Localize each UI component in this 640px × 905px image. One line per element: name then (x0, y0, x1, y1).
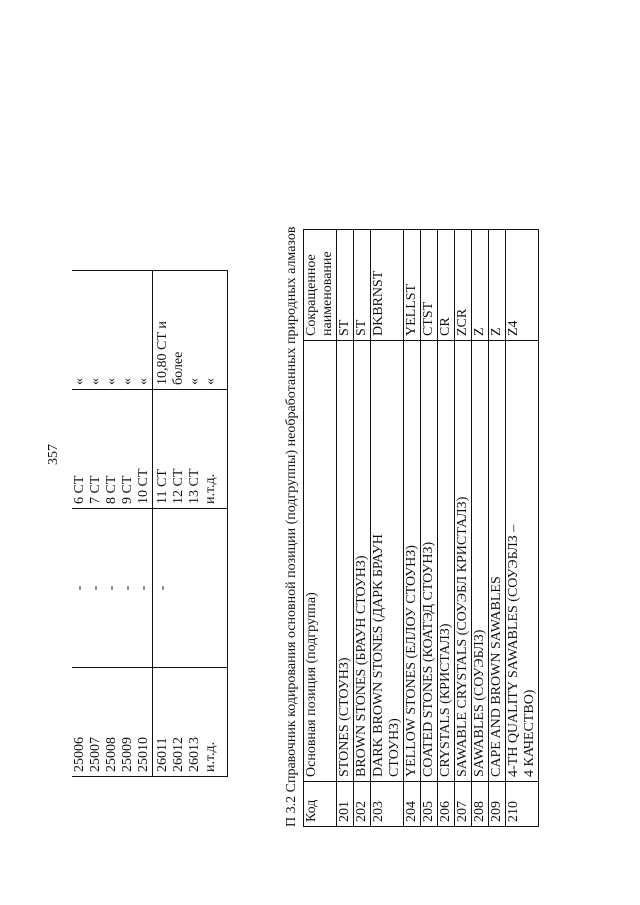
short-name-cell: CR (438, 230, 455, 341)
short-name-cell: CTST (421, 230, 438, 341)
code-cell: 208 (472, 782, 489, 827)
upper-short-cell: « (203, 271, 228, 390)
short-name-cell: YELLST (404, 230, 421, 341)
upper-code-cell: 25006 (72, 668, 88, 777)
upper-code-cell: 26013 (187, 668, 203, 777)
upper-table-row (120, 271, 136, 777)
header-name: Основная позиция (подгруппа) (304, 341, 337, 782)
code-cell: 201 (337, 782, 354, 827)
table-row (337, 230, 354, 827)
table-row (438, 230, 455, 827)
upper-short-cell: более (171, 271, 187, 390)
upper-table-row (136, 271, 153, 777)
upper-short-cell: « (136, 271, 153, 390)
short-name-cell: Z (472, 230, 489, 341)
name-line: BROWN STONES (БРАУН СТОУНЗ) (354, 555, 369, 777)
upper-value-cell: 11 СТ (153, 390, 172, 509)
name-cell (455, 341, 472, 782)
name-cell (489, 341, 506, 782)
table-row (371, 230, 404, 827)
upper-code-cell: 26012 (171, 668, 187, 777)
header-short-line-1: Сокращенное (304, 254, 319, 336)
code-cell: 204 (404, 782, 421, 827)
upper-value-cell: 8 СТ (104, 390, 120, 509)
upper-short-cell: « (120, 271, 136, 390)
upper-mark-cell: - (104, 509, 120, 668)
upper-table-row (187, 271, 203, 777)
header-code: Код (304, 782, 337, 827)
table-row (472, 230, 489, 827)
header-row (304, 230, 337, 827)
code-cell: 203 (371, 782, 404, 827)
code-cell: 209 (489, 782, 506, 827)
upper-mark-cell: - (136, 509, 153, 668)
page-number: 357 (46, 444, 61, 465)
upper-value-cell: 10 СТ (136, 390, 153, 509)
upper-mark-cell (171, 509, 187, 668)
name-line: DARK BROWN STONES (ДАРК БРАУН (371, 534, 386, 777)
code-cell: 202 (354, 782, 371, 827)
name-line: YELLOW STONES (ЕЛЛОУ СТОУНЗ) (404, 545, 419, 777)
name-line: COATED STONES (КОАТЭД СТОУНЗ) (421, 541, 436, 777)
short-name-cell: DKBRNST (371, 230, 404, 341)
upper-mark-cell: - (88, 509, 104, 668)
upper-value-cell: 12 СТ (171, 390, 187, 509)
table-row (354, 230, 371, 827)
code-cell: 210 (506, 782, 539, 827)
name-cell (337, 341, 354, 782)
code-cell: 206 (438, 782, 455, 827)
upper-mark-cell: - (153, 509, 172, 668)
table-row (489, 230, 506, 827)
upper-code-cell: 25007 (88, 668, 104, 777)
table-row (421, 230, 438, 827)
upper-short-cell: « (187, 271, 203, 390)
name-line-continued: 4 КАЧЕСТВО) (522, 689, 537, 777)
upper-code-cell: и.т.д. (203, 668, 228, 777)
upper-table-row (203, 271, 228, 777)
name-line: 4-TH QUALITY SAWABLES (СОУЭБЛЗ – (506, 524, 521, 777)
short-name-cell: ST (337, 230, 354, 341)
code-cell: 207 (455, 782, 472, 827)
upper-short-cell: « (104, 271, 120, 390)
table-caption: П 3.2 Справочник кодирования основной позиции (подгруппы) необработанных природных алмазов (284, 226, 299, 827)
upper-mark-cell (187, 509, 203, 668)
name-cell (421, 341, 438, 782)
upper-mark-cell: - (72, 509, 88, 668)
upper-mark-cell (203, 509, 228, 668)
upper-code-cell: 25008 (104, 668, 120, 777)
short-name-cell: Z4 (506, 230, 539, 341)
table-row (455, 230, 472, 827)
short-name-cell: Z (489, 230, 506, 341)
upper-table-row (153, 271, 172, 777)
upper-value-cell: и.т.д. (203, 390, 228, 509)
name-cell (472, 341, 489, 782)
name-cell (438, 341, 455, 782)
upper-code-cell: 25010 (136, 668, 153, 777)
header-short (304, 230, 337, 341)
upper-table-row (171, 271, 187, 777)
upper-mark-cell: - (120, 509, 136, 668)
table-row (404, 230, 421, 827)
upper-short-cell: « (72, 271, 88, 390)
name-line: STONES (СТОУНЗ) (337, 657, 352, 777)
upper-value-cell: 6 СТ (72, 390, 88, 509)
upper-table-row (88, 271, 104, 777)
header-short-line-2: наименование (320, 251, 335, 336)
name-line-continued: СТОУНЗ) (387, 718, 402, 777)
upper-value-cell: 9 СТ (120, 390, 136, 509)
name-line: CRYSTALS (КРИСТАЛЗ) (438, 623, 453, 777)
upper-code-cell: 26011 (153, 668, 172, 777)
name-line: SAWABLES (СОУЭБЛЗ) (472, 629, 487, 777)
coding-table (303, 229, 539, 827)
name-cell (506, 341, 539, 782)
short-name-cell: ZCR (455, 230, 472, 341)
upper-table-row (72, 271, 88, 777)
upper-short-cell: « (88, 271, 104, 390)
short-name-cell: ST (354, 230, 371, 341)
upper-table (72, 270, 228, 777)
upper-value-cell: 13 СТ (187, 390, 203, 509)
name-cell (404, 341, 421, 782)
upper-table-row (104, 271, 120, 777)
code-cell: 205 (421, 782, 438, 827)
name-line: SAWABLE CRYSTALS (СОУЭБЛ КРИСТАЛЗ) (455, 496, 470, 777)
table-row (506, 230, 539, 827)
upper-short-cell: 10,80 СТ и (153, 271, 172, 390)
name-cell (354, 341, 371, 782)
upper-code-cell: 25009 (120, 668, 136, 777)
name-line: CAPE AND BROWN SAWABLES (489, 576, 504, 777)
name-cell (371, 341, 404, 782)
upper-value-cell: 7 СТ (88, 390, 104, 509)
